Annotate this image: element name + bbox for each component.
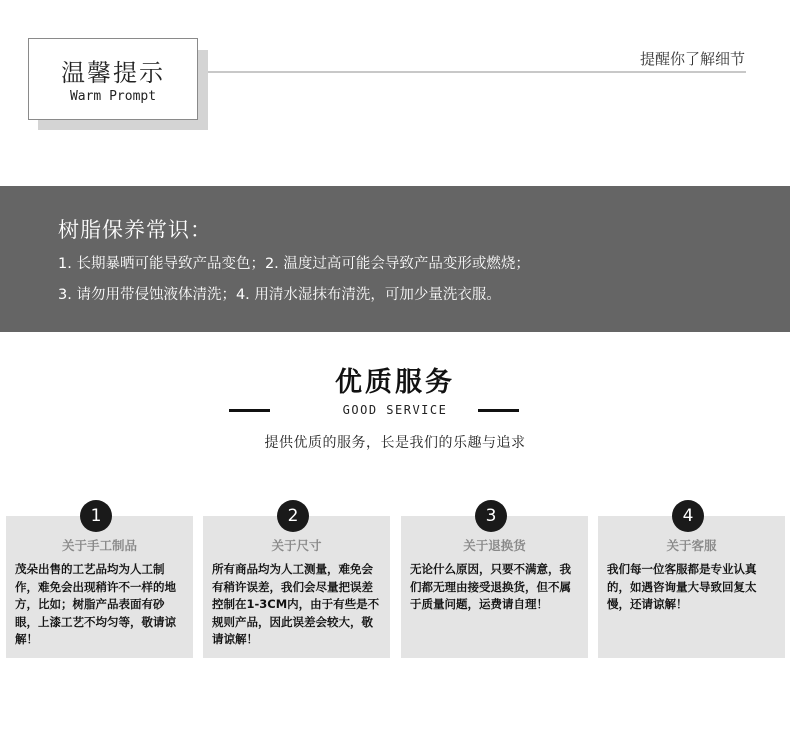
warm-prompt-badge — [28, 38, 198, 120]
card-body: 茂朵出售的工艺品均为人工制作，难免会出现稍许不一样的地方，比如；树脂产品表面有砂眼，上漆工艺不均匀等，敬请谅解！ — [15, 562, 176, 646]
card-body: 所有商品均为人工测量，难免会有稍许误差，我们会尽量把误差控制在1-3CM内，由于有些是不规则产品，因此误差会较大，敬请谅解！ — [212, 562, 380, 646]
card-title: 关于尺寸 — [271, 538, 322, 553]
care-tips-title: 树脂保养常识： — [58, 218, 212, 242]
badge-subtitle: Warm Prompt — [69, 89, 157, 104]
service-card-returns — [401, 506, 588, 658]
number-badge: 4 — [672, 500, 704, 532]
care-tips-panel — [0, 186, 790, 332]
care-tips-line-2: 3. 请勿用带侵蚀液体清洗；4. 用清水湿抹布清洗，可加少量洗衣服。 — [58, 287, 501, 303]
service-title: 优质服务 — [335, 367, 455, 398]
card-body: 我们每一位客服都是专业认真的，如遇咨询量大导致回复太慢，还请谅解！ — [607, 562, 757, 611]
service-subtitle-en: GOOD SERVICE — [342, 403, 448, 417]
badge-title: 温馨提示 — [61, 59, 165, 87]
number-badge: 2 — [277, 500, 309, 532]
number-badge: 1 — [80, 500, 112, 532]
header-divider — [208, 71, 746, 73]
service-card-size — [203, 506, 390, 658]
header-tagline: 提醒你了解细节 — [639, 50, 745, 68]
service-description: 提供优质的服务，长是我们的乐趣与追求 — [264, 435, 526, 451]
service-rule-right — [478, 409, 519, 412]
card-body: 无论什么原因，只要不满意，我们都无理由接受退换货，但不属于质量问题，运费请自理！ — [410, 562, 571, 611]
number-badge: 3 — [475, 500, 507, 532]
card-title: 关于退换货 — [463, 538, 526, 553]
card-title: 关于客服 — [666, 538, 717, 553]
service-card-handmade — [6, 506, 193, 658]
care-tips-line-1: 1. 长期暴晒可能导致产品变色；2. 温度过高可能会导致产品变形或燃烧； — [58, 256, 530, 272]
service-card-support — [598, 506, 785, 658]
card-title: 关于手工制品 — [61, 538, 137, 553]
